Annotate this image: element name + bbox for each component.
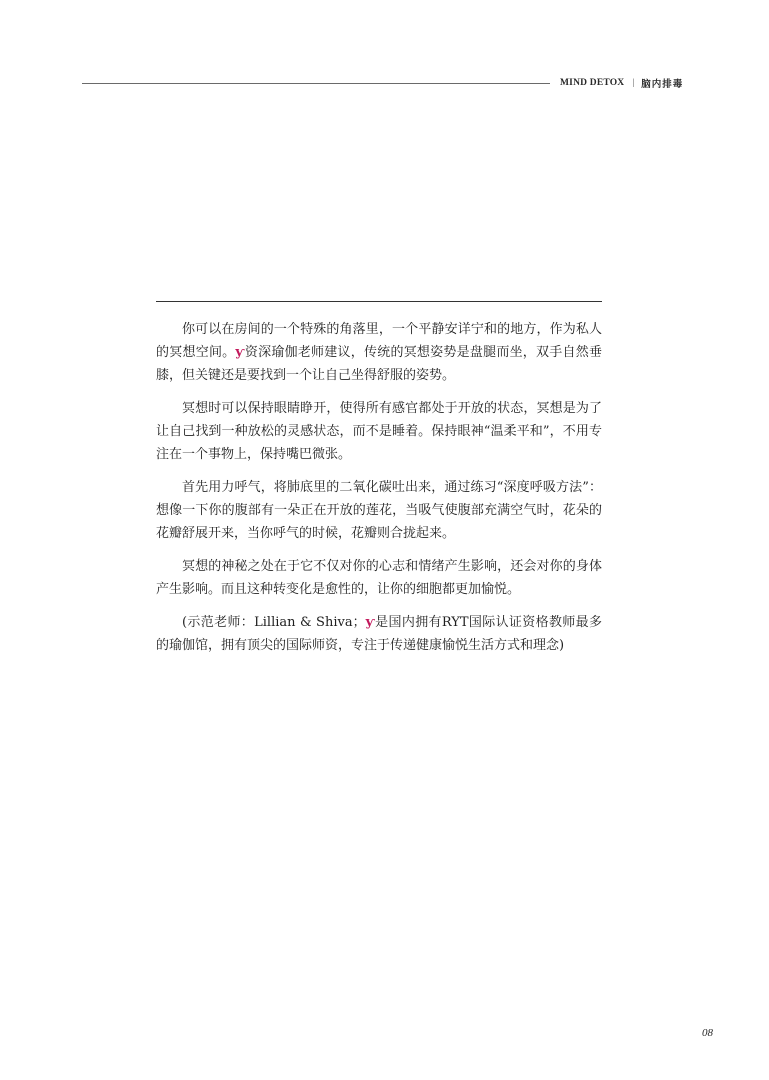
credit-note xyxy=(156,611,602,657)
header-title-cn: 脑内排毒 xyxy=(641,80,684,90)
page-number: 08 xyxy=(702,1027,713,1039)
paragraph-2: 冥想时可以保持眼睛睁开，使得所有感官都处于开放的状态，冥想是为了让自己找到一种放松的灵感状态，而不是睡着。保持眼神“温柔平和”，不用专注在一个事物上，保持嘴巴微张。 xyxy=(156,401,602,462)
header-separator: | xyxy=(632,78,635,88)
section-divider xyxy=(156,301,602,302)
credit-note-rest: 是国内拥有RYT国际认证资格教师最多的瑜伽馆，拥有顶尖的国际师资，专注于传递健康愉悦生活方式和理念) xyxy=(156,615,602,653)
paragraph-3: 首先用力呼气，将肺底里的二氧化碳吐出来，通过练习“深度呼吸方法”：想像一下你的腹部有一朵正在开放的莲花，当吸气使腹部充满空气时，花朵的花瓣舒展开来，当你呼气的时候，花瓣则合拢起来。 xyxy=(156,480,602,541)
paragraph-1-rest: 资深瑜伽老师建议，传统的冥想姿势是盘腿而坐，双手自然垂膝，但关键还是要找到一个让自己坐得舒服的姿势。 xyxy=(156,345,602,383)
paragraph-1 xyxy=(156,318,602,387)
paragraph-4: 冥想的神秘之处在于它不仅对你的心志和情绪产生影响，还会对你的身体产生影响。而且这种转变化是愈性的，让你的细胞都更加愉悦。 xyxy=(156,559,602,597)
header-title-en: MIND DETOX xyxy=(560,78,625,88)
article-body xyxy=(156,318,602,667)
running-header xyxy=(560,75,683,91)
brand-logo-mark-note: ƴ xyxy=(365,615,375,630)
header-rule xyxy=(82,83,550,84)
paragraph-1-lead: 你可以在房间的一个特殊的角落里，一个平静安详宁和的地方，作为私人的冥想空间。 xyxy=(156,322,602,360)
brand-logo-mark: ƴ xyxy=(235,345,245,360)
credit-note-lead: (示范老师：Lillian & Shiva； xyxy=(182,615,366,630)
